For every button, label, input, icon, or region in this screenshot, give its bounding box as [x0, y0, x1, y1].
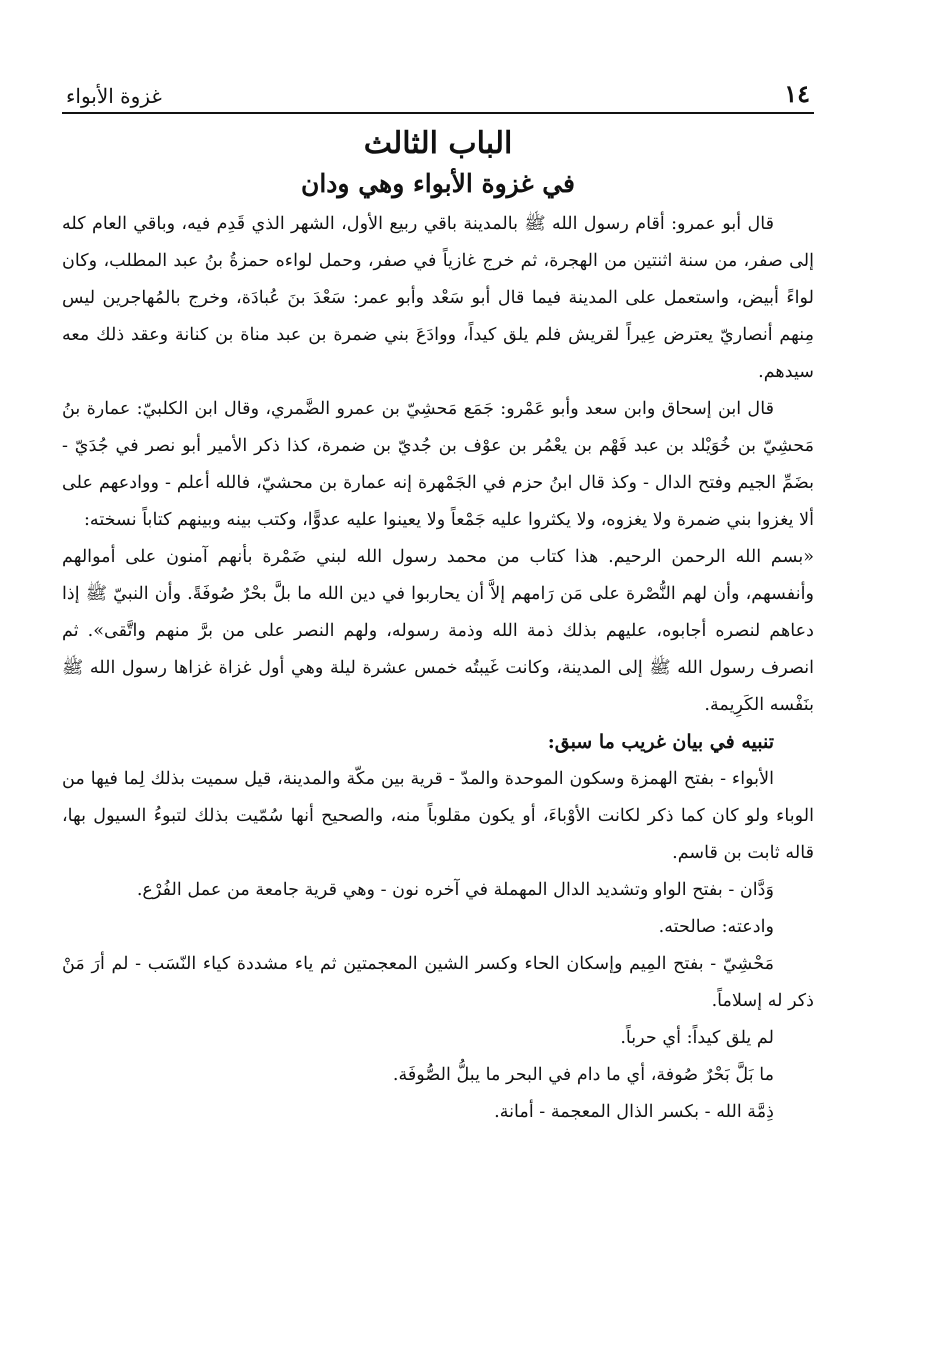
- running-title: غزوة الأبواء: [66, 84, 162, 108]
- paragraph: قال أبو عمرو: أقام رسول الله ﷺ بالمدينة باقي ربيع الأول، الشهر الذي قَدِم فيه، وباقي العام كله إلى صفر، من سنة اثنتين من الهجرة، ثم خرج غازياً في صفر، وحمل لواءه حمزةُ بنُ عبد المطلب، وكان لواءً أبيض، واستعمل على المدينة فيما قال أبو سَعْد وأبو عمر: سَعْدَ بنَ عُبادَة، وخرج بالمُهاجرين ليس مِنهم أنصاريّ يعترض عِيراً لقريش فلم يلق كيداً، ووادَعَ بني ضمرة بن عبد مناة بن كنانة وعقد ذلك معه سيدهم.: [62, 214, 814, 382]
- paragraph: «بسم الله الرحمن الرحيم. هذا كتاب من محمد رسول الله لبني ضَمْرة بأنهم آمنون على أموالهم وأنفسهم، وأن لهم النُّصْرة على مَن رَامهم إلاَّ أن يحاربوا في دين الله ما بلَّ بحْرٌ صُوفَةً. وأن النبيّ ﷺ إذا دعاهم لنصره أجابوه، عليهم بذلك ذمة الله وذمة رسوله، ولهم النصر على من برَّ منهم واتَّقى». ثم انصرف رسول الله ﷺ إلى المدينة، وكانت غَيبتُه خمس عشرة ليلة وهي أول غزاة غزاها رسول الله ﷺ بنَفْسه الكَرِيمة.: [62, 547, 814, 715]
- page-number: ١٤: [784, 79, 810, 108]
- notes-heading: تنبيه في بيان غريب ما سبق:: [547, 731, 774, 753]
- chapter-title: الباب الثالث: [363, 126, 513, 161]
- running-header: [62, 70, 814, 114]
- note-entry: وادعته: صالحته.: [658, 917, 774, 937]
- note-entry: ذِمَّة الله - بكسر الذال المعجمة - أمانة.: [494, 1102, 774, 1122]
- note-entry: لم يلق كيداً: أي حرباً.: [620, 1028, 774, 1048]
- chapter-subtitle: في غزوة الأبواء وهي ودان: [300, 169, 576, 198]
- note-entry: وَدَّان - بفتح الواو وتشديد الدال المهملة في آخره نون - وهي قرية جامعة من عمل الفُرْع.: [136, 880, 774, 900]
- main-text: [62, 206, 814, 1131]
- paragraph: قال ابن إسحاق وابن سعد وأبو عَمْرو: جَمَع مَحشِيّ بن عمرو الضَّمري، وقال ابن الكلبيّ: عمارة بنُ مَحشِيّ بن خُوَيْلد بن عبد فَهْم بن يعْمُر بن عوْف بن جُديّ بن ضمرة، كذا ذكر الأمير أبو نصر في جُدَيّ - بضَمِّ الجيم وفتح الدال - وكذ قال ابنُ حزم في الجَمْهرة إنه عمارة بن محشيّ، فالله أعلم - ووادعهم على ألا يغزوا بني ضمرة ولا يغزوه، ولا يكثروا عليه جَمْعاً ولا يعينوا عليه عدوًّا، وكتب بينه وبينهم كتاباً نسخته:: [62, 399, 814, 530]
- note-entry: الأبواء - بفتح الهمزة وسكون الموحدة والمدّ - قرية بين مكّة والمدينة، قيل سميت بذلك لِما فيها من الوباء ولو كان كما ذكر لكانت الأوْباءَ، أو يكون مقلوباً منه، والصحيح أنها سُمّيت بذلك لتبوءُ السيول بها، قاله ثابت بن قاسم.: [62, 769, 814, 863]
- note-entry: ما بَلَّ بَحْرٌ صُوفة، أي ما دام في البحر ما يبلُّ الصُّوفَة.: [392, 1065, 774, 1085]
- note-entry: مَحْشِيّ - بفتح المِيم وإسكان الحاء وكسر الشين المعجمتين ثم ياء مشددة كياء النّسَب - لم أرَ مَنْ ذكر له إسلاماً.: [62, 954, 814, 1011]
- book-page: [62, 70, 814, 1131]
